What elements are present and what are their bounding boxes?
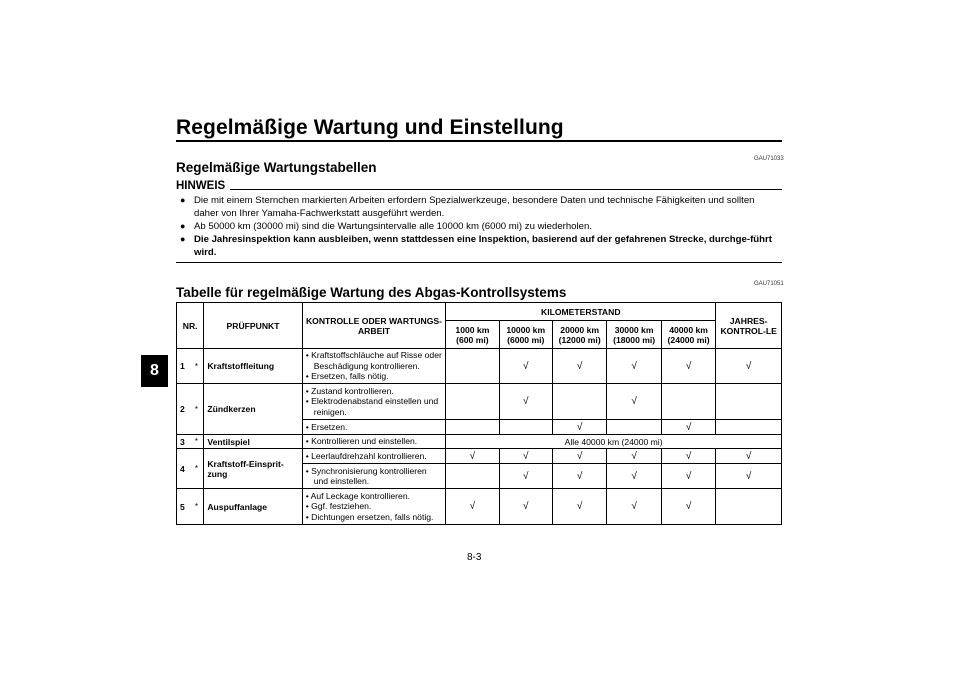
note-end-rule xyxy=(176,262,782,263)
list-item: • Synchronisierung kontrollieren und einstellen. xyxy=(305,465,427,486)
note-bullet xyxy=(180,194,780,220)
check-cell: √ xyxy=(607,464,661,489)
check-cell xyxy=(716,489,782,525)
check-cell: √ xyxy=(552,349,606,384)
list-item: • Ggf. festziehen. xyxy=(305,501,372,512)
check-cell xyxy=(446,464,499,489)
check-cell: √ xyxy=(552,489,606,525)
check-cell: √ xyxy=(716,449,782,464)
row-kontrolle xyxy=(302,449,446,464)
note-label: HINWEIS xyxy=(176,180,226,192)
col-header-km-2: 10000 km (6000 mi) xyxy=(499,321,552,349)
row-kontrolle xyxy=(302,464,446,489)
check-cell: √ xyxy=(499,384,552,420)
star-marker: * xyxy=(195,489,204,525)
section-code: GAU71033 xyxy=(754,156,784,162)
check-cell: √ xyxy=(661,489,715,525)
note-bullet xyxy=(180,233,780,259)
list-item: • Kraftstoffschläuche auf Risse oder Beschädigung kontrollieren. xyxy=(305,350,442,371)
list-item: • Elektrodenabstand einstellen und reinigen. xyxy=(305,396,439,417)
table-row xyxy=(177,435,782,449)
section-title: Tabelle für regelmäßige Wartung des Abgas-Kontrollsystems xyxy=(176,285,567,300)
col-header-km-3: 20000 km (12000 mi) xyxy=(552,321,606,349)
section-title: Regelmäßige Wartungstabellen xyxy=(176,160,377,175)
check-cell xyxy=(607,420,661,435)
col-header-km: KILOMETERSTAND xyxy=(446,303,716,321)
row-kontrolle xyxy=(302,489,446,525)
interval-span-cell: Alle 40000 km (24000 mi) xyxy=(446,435,782,449)
col-header-kontrolle: KONTROLLE ODER WARTUNGS-ARBEIT xyxy=(302,303,446,349)
row-kontrolle xyxy=(302,349,446,384)
check-cell xyxy=(446,420,499,435)
row-nr: 5 xyxy=(177,489,195,525)
table-row xyxy=(177,489,782,525)
check-cell xyxy=(552,384,606,420)
check-cell: √ xyxy=(716,464,782,489)
star-marker: * xyxy=(195,449,204,489)
star-marker: * xyxy=(195,384,204,435)
check-cell: √ xyxy=(607,349,661,384)
star-marker: * xyxy=(195,435,204,449)
col-header-km-5: 40000 km (24000 mi) xyxy=(661,321,715,349)
row-nr: 1 xyxy=(177,349,195,384)
note-bullet-text: Ab 50000 km (30000 mi) sind die Wartungsintervalle alle 10000 km (6000 mi) zu wiederholen. xyxy=(194,221,592,232)
check-cell xyxy=(716,384,782,420)
check-cell: √ xyxy=(552,464,606,489)
check-cell: √ xyxy=(552,449,606,464)
maintenance-table xyxy=(176,302,782,525)
row-pruefpunkt: Kraftstoff-Einsprit-zung xyxy=(204,449,302,489)
row-pruefpunkt: Ventilspiel xyxy=(204,435,302,449)
note-bullet-text: Die Jahresinspektion kann ausbleiben, wenn stattdessen eine Inspektion, basierend auf der gefahrenen Strecke, durchge-führt wird. xyxy=(194,234,772,258)
col-header-pruefpunkt: PRÜFPUNKT xyxy=(204,303,302,349)
col-header-nr: NR. xyxy=(177,303,204,349)
check-cell xyxy=(446,349,499,384)
row-kontrolle xyxy=(302,435,446,449)
check-cell: √ xyxy=(446,449,499,464)
note-bullets xyxy=(180,194,780,259)
check-cell: √ xyxy=(607,449,661,464)
page-header-title: Regelmäßige Wartung und Einstellung xyxy=(176,116,564,139)
check-cell: √ xyxy=(661,349,715,384)
row-nr: 3 xyxy=(177,435,195,449)
bullet-icon: ● xyxy=(180,195,186,205)
list-item: • Dichtungen ersetzen, falls nötig. xyxy=(305,511,434,522)
check-cell: √ xyxy=(716,349,782,384)
check-cell: √ xyxy=(552,420,606,435)
col-header-km-1: 1000 km (600 mi) xyxy=(446,321,499,349)
check-cell: √ xyxy=(499,489,552,525)
col-header-km-4: 30000 km (18000 mi) xyxy=(607,321,661,349)
check-cell: √ xyxy=(499,464,552,489)
list-item: • Leerlaufdrehzahl kontrollieren. xyxy=(305,450,427,461)
list-item: • Auf Leckage kontrollieren. xyxy=(305,490,410,501)
section-code: GAU71051 xyxy=(754,281,784,287)
check-cell xyxy=(499,420,552,435)
note-bullet-text: Die mit einem Sternchen markierten Arbeiten erfordern Spezialwerkzeuge, besondere Daten und technische Fähigkeiten und sollten daher von Ihrer Yamaha-Fachwerkstatt ausgeführt werden. xyxy=(194,195,755,219)
bullet-icon: ● xyxy=(180,221,186,231)
check-cell: √ xyxy=(446,489,499,525)
row-kontrolle xyxy=(302,420,446,435)
note-bullet xyxy=(180,220,780,233)
list-item: • Ersetzen. xyxy=(305,421,348,432)
row-pruefpunkt: Auspuffanlage xyxy=(204,489,302,525)
check-cell: √ xyxy=(661,449,715,464)
row-kontrolle xyxy=(302,384,446,420)
table-row xyxy=(177,384,782,420)
row-pruefpunkt: Zündkerzen xyxy=(204,384,302,435)
row-nr: 2 xyxy=(177,384,195,435)
page-number: 8-3 xyxy=(467,552,482,563)
check-cell: √ xyxy=(607,384,661,420)
list-item: • Zustand kontrollieren. xyxy=(305,385,394,396)
check-cell: √ xyxy=(607,489,661,525)
chapter-tab: 8 xyxy=(141,355,168,387)
check-cell xyxy=(446,384,499,420)
header-rule xyxy=(176,140,782,142)
check-cell xyxy=(661,384,715,420)
table-row xyxy=(177,449,782,464)
row-pruefpunkt: Kraftstoffleitung xyxy=(204,349,302,384)
bullet-icon: ● xyxy=(180,234,186,244)
list-item: • Ersetzen, falls nötig. xyxy=(305,371,389,382)
check-cell: √ xyxy=(661,464,715,489)
check-cell: √ xyxy=(499,449,552,464)
col-header-jahr: JAHRES-KONTROL-LE xyxy=(716,303,782,349)
check-cell: √ xyxy=(661,420,715,435)
star-marker: * xyxy=(195,349,204,384)
list-item: • Kontrollieren und einstellen. xyxy=(305,436,418,447)
note-rule xyxy=(230,189,782,190)
table-row xyxy=(177,349,782,384)
check-cell: √ xyxy=(499,349,552,384)
check-cell xyxy=(716,420,782,435)
row-nr: 4 xyxy=(177,449,195,489)
